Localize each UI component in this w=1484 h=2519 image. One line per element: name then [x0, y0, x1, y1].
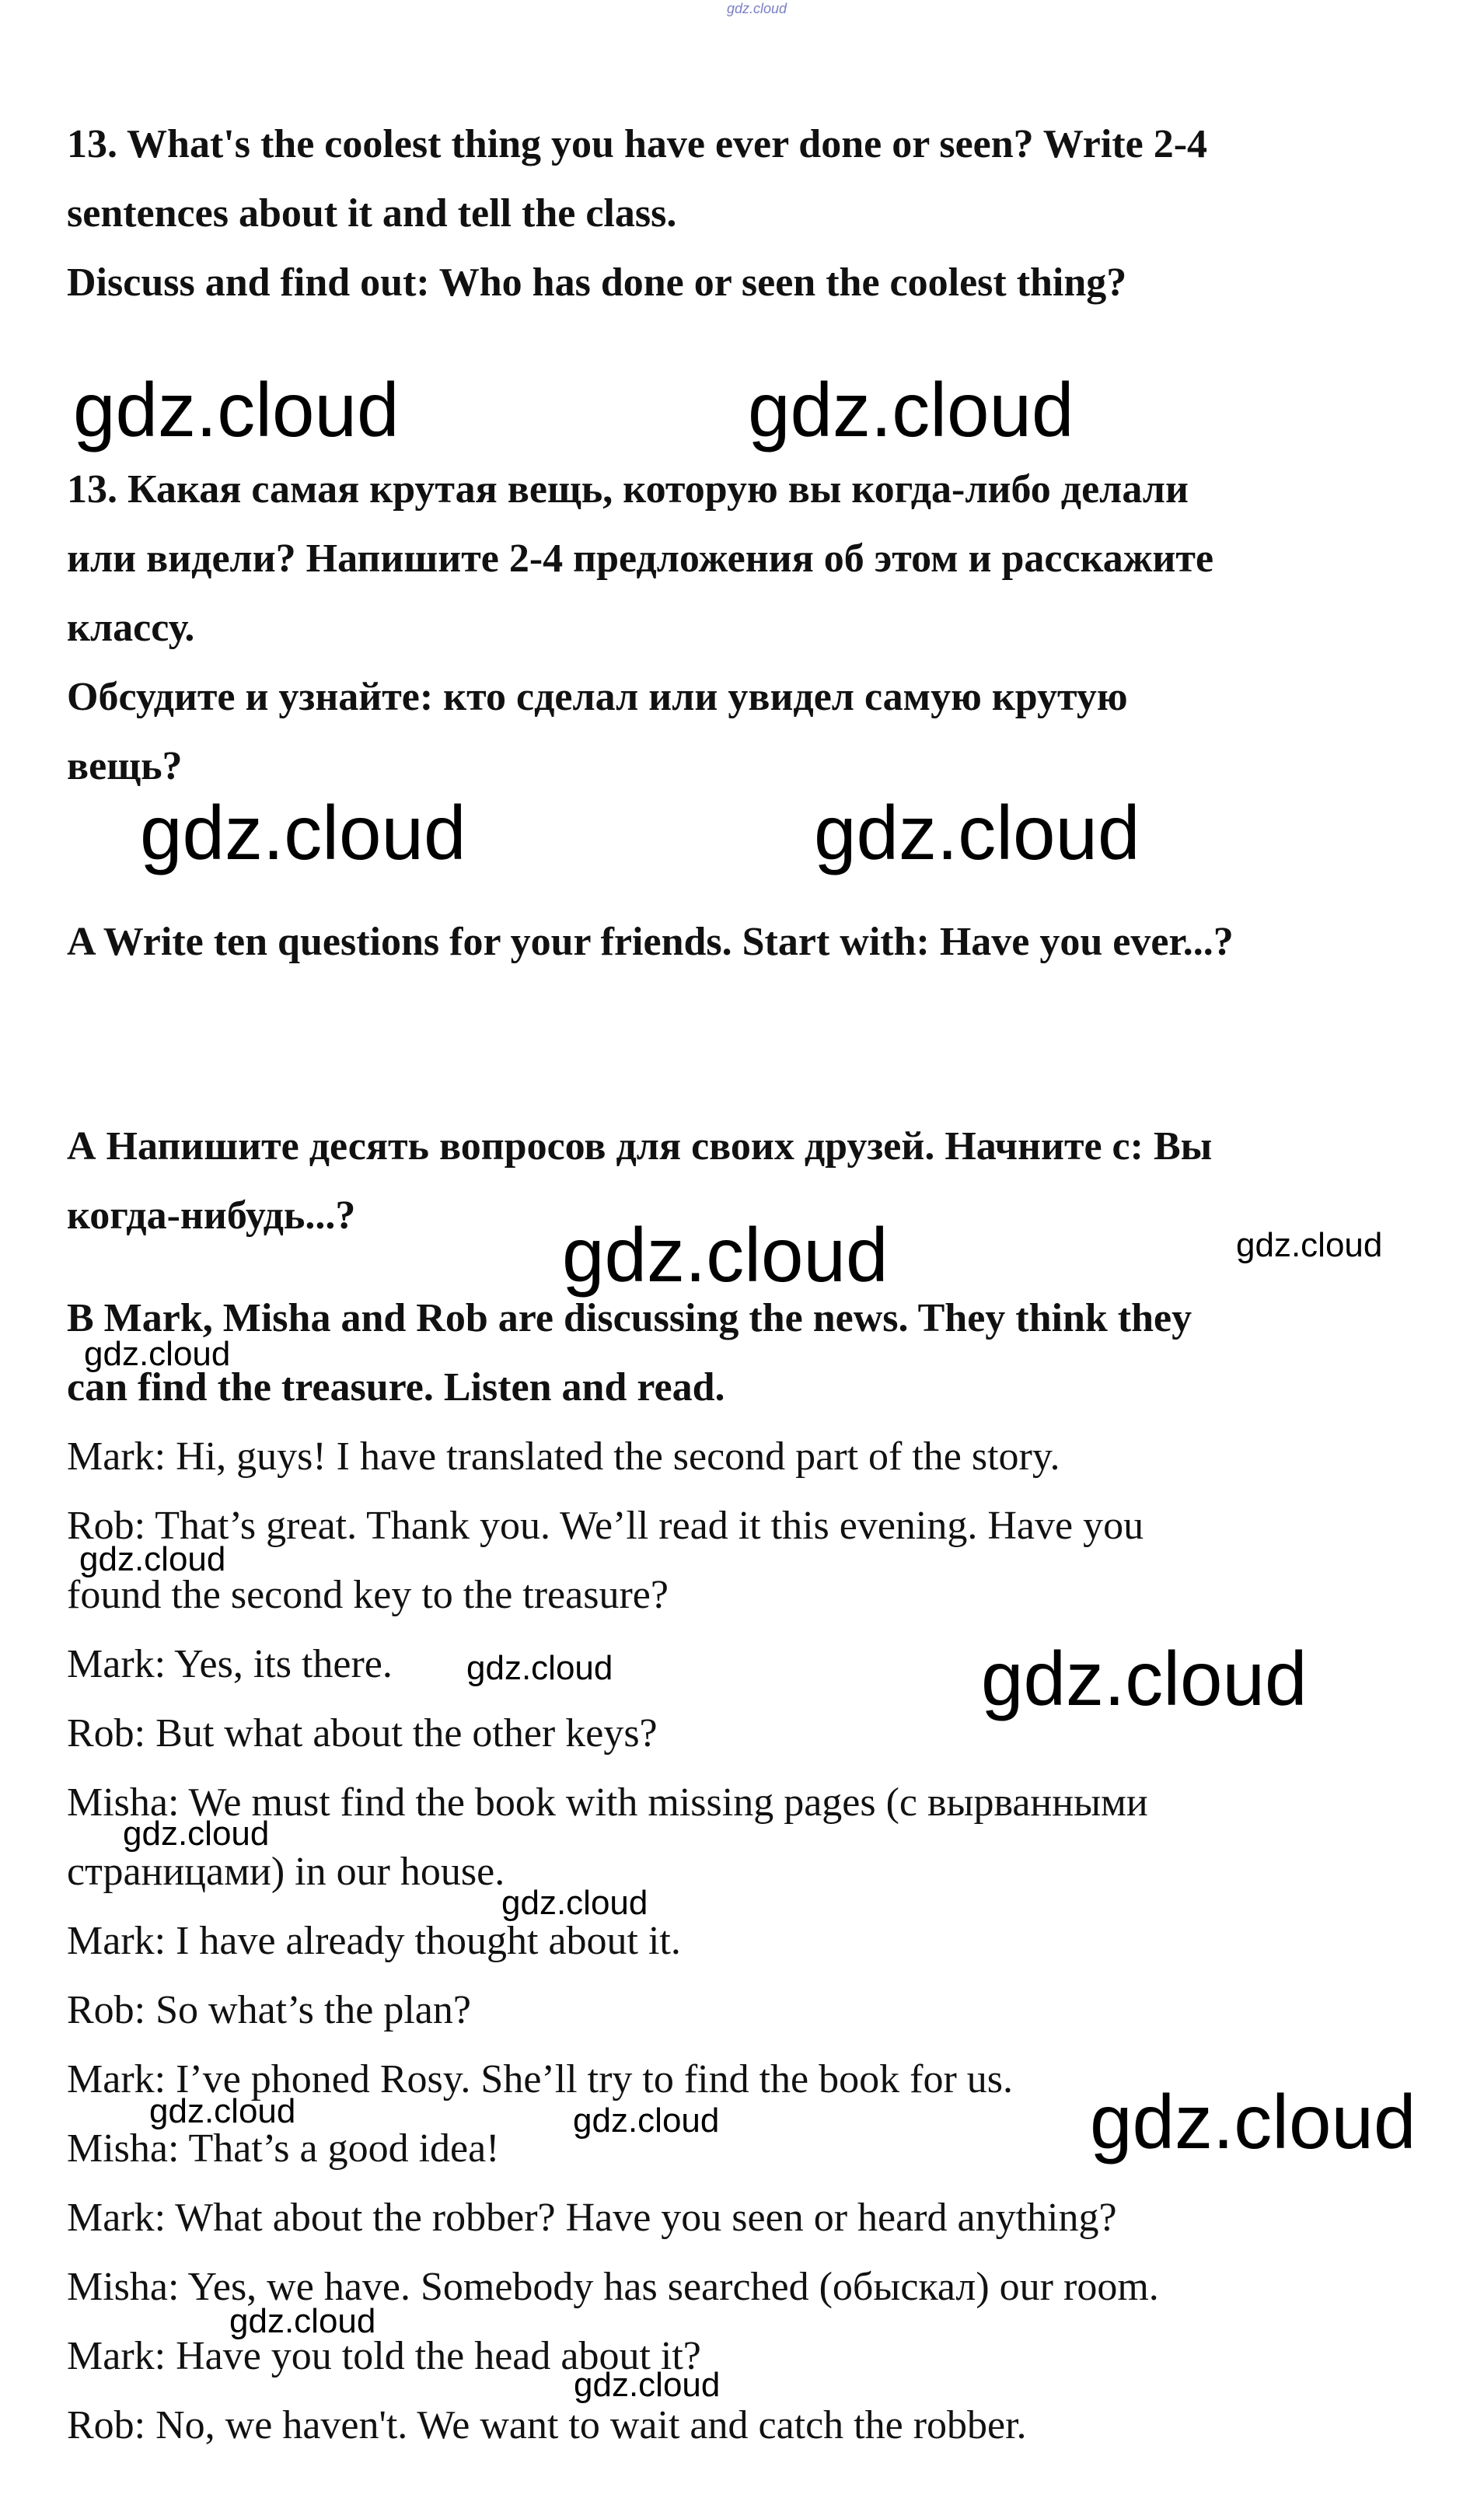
task13-en-line-3: Discuss and find out: Who has done or seen the coolest thing?	[67, 260, 1127, 305]
taskA-en: A Write ten questions for your friends. Start with: Have you ever...?	[67, 920, 1234, 964]
watermark: gdz.cloud	[79, 1540, 226, 1578]
watermark: gdz.cloud	[466, 1649, 613, 1687]
dialogue-line-9: Rob: So what’s the plan?	[67, 1988, 471, 2032]
taskB-intro-line-2: can find the treasure. Listen and read.	[67, 1365, 725, 1410]
dialogue-line-15: Rob: No, we haven't. We want to wait and catch the robber.	[67, 2403, 1027, 2447]
task13-ru-line-5: вещь?	[67, 744, 183, 788]
watermark: gdz.cloud	[140, 790, 466, 875]
watermark: gdz.cloud	[562, 1212, 889, 1298]
watermark: gdz.cloud	[149, 2092, 296, 2130]
watermark: gdz.cloud	[1236, 1226, 1383, 1264]
dialogue-line-8: Mark: I have already thought about it.	[67, 1919, 681, 1963]
task13-ru-line-1: 13. Какая самая крутая вещь, которую вы когда-либо делали	[67, 467, 1189, 512]
watermark: gdz.cloud	[981, 1636, 1308, 1721]
dialogue-line-14: Mark: Have you told the head about it?	[67, 2334, 701, 2378]
dialogue-line-4: Mark: Yes, its there.	[67, 1642, 393, 1686]
watermark: gdz.cloud	[123, 1815, 270, 1853]
task13-ru-line-2: или видели? Напишите 2-4 предложения об этом и расскажите	[67, 536, 1214, 581]
dialogue-line-11: Misha: That’s a good idea!	[67, 2126, 500, 2171]
watermark: gdz.cloud	[84, 1335, 231, 1373]
task13-en-line-1: 13. What's the coolest thing you have ever done or seen? Write 2-4	[67, 122, 1208, 166]
watermark-top: gdz.cloud	[727, 1, 787, 16]
task13-en-line-2: sentences about it and tell the class.	[67, 191, 677, 236]
dialogue-line-13: Misha: Yes, we have. Somebody has searched (обыскал) our room.	[67, 2265, 1159, 2309]
task13-ru-line-3: классу.	[67, 606, 195, 650]
taskB-intro-line-1: B Mark, Misha and Rob are discussing the news. They think they	[67, 1296, 1192, 1340]
watermark: gdz.cloud	[748, 367, 1074, 452]
dialogue-line-2: Rob: That’s great. Thank you. We’ll read it this evening. Have you	[67, 1504, 1144, 1548]
taskA-ru-line-2: когда-нибудь...?	[67, 1193, 356, 1238]
watermark: gdz.cloud	[573, 2101, 720, 2140]
dialogue-line-10: Mark: I’ve phoned Rosy. She’ll try to find the book for us.	[67, 2057, 1013, 2101]
watermark: gdz.cloud	[814, 790, 1140, 875]
watermark: gdz.cloud	[574, 2366, 721, 2404]
watermark: gdz.cloud	[501, 1884, 648, 1922]
dialogue-line-5: Rob: But what about the other keys?	[67, 1711, 658, 1756]
dialogue-line-1: Mark: Hi, guys! I have translated the second part of the story.	[67, 1434, 1060, 1479]
watermark: gdz.cloud	[229, 2302, 376, 2340]
dialogue-line-7: страницами) in our house.	[67, 1850, 505, 1894]
watermark: gdz.cloud	[73, 367, 400, 452]
task13-ru-line-4: Обсудите и узнайте: кто сделал или увидел самую крутую	[67, 675, 1128, 719]
watermark: gdz.cloud	[1090, 2079, 1416, 2164]
dialogue-line-12: Mark: What about the robber? Have you seen or heard anything?	[67, 2196, 1117, 2240]
dialogue-line-3: found the second key to the treasure?	[67, 1573, 669, 1617]
taskA-ru-line-1: А Напишите десять вопросов для своих друзей. Начните с: Вы	[67, 1124, 1213, 1169]
dialogue-line-6: Misha: We must find the book with missing pages (с вырванными	[67, 1780, 1148, 1825]
